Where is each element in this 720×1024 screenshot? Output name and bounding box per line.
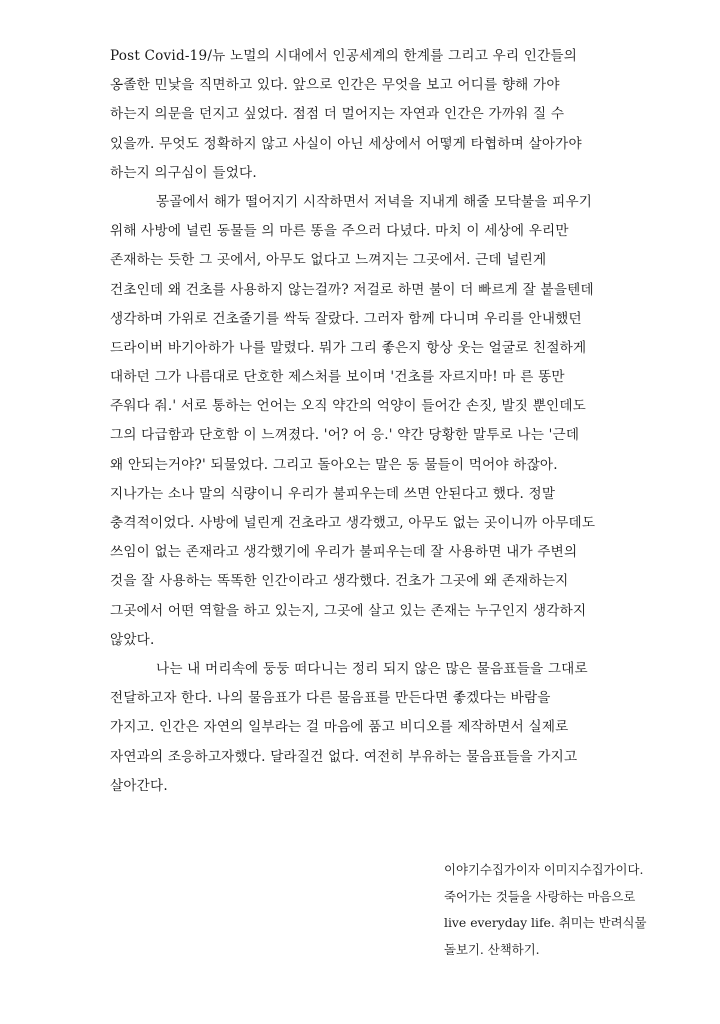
paragraph-2-line-10: 왜 안되는거야?' 되물었다. 그리고 돌아오는 말은 동 물들이 먹어야 하잖아. (110, 456, 558, 473)
paragraph-2-line-5: 생각하며 가위로 건초줄기를 싹둑 잘랐다. 그러자 함께 다니며 우리를 안내했던 (110, 310, 582, 327)
artist-bio-line-3: live everyday life. 취미는 반려식물 (444, 915, 647, 930)
paragraph-1-line-5: 하는지 의구심이 들었다. (110, 164, 257, 181)
paragraph-3-line-1: 나는 내 머리속에 둥둥 떠다니는 정리 되지 않은 많은 물음표들을 그대로 (156, 660, 588, 677)
artist-bio-line-4: 돌보기. 산책하기. (444, 941, 540, 957)
paragraph-1-line-2: 옹졸한 민낯을 직면하고 있다. 앞으로 인간은 무엇을 보고 어디를 향해 가야 (110, 77, 560, 94)
paragraph-2-line-7: 대하던 그가 나름대로 단호한 제스처를 보이며 '건초를 자르지마! 마 른 똥만 (110, 369, 565, 386)
paragraph-2-line-6: 드라이버 바기아하가 나를 말렸다. 뭐가 그리 좋은지 항상 웃는 얼굴로 친절하게 (110, 339, 587, 356)
artist-bio-line-2: 죽어가는 것들을 사랑하는 마음으로 (444, 888, 636, 904)
statement-body (110, 42, 710, 801)
paragraph-2-line-8: 주워다 줘.' 서로 통하는 언어는 오직 약간의 억양이 들어간 손짓, 발짓 뿐인데도 (110, 398, 586, 415)
artist-bio (444, 857, 714, 963)
paragraph-2-line-12: 충격적이었다. 사방에 널린게 건초라고 생각했고, 아무도 없는 곳이니까 아무데도 (110, 515, 596, 531)
paragraph-2-line-2: 위해 사방에 널린 동물들 의 마른 똥을 주으러 다녔다. 마치 이 세상에 우리만 (110, 223, 569, 240)
paragraph-3-line-4: 자연과의 조응하고자했다. 달라질건 없다. 여전히 부유하는 물음표들을 가지고 (110, 748, 578, 765)
paragraph-2-line-15: 그곳에서 어떤 역할을 하고 있는지, 그곳에 살고 있는 존재는 누구인지 생각하지 (110, 602, 587, 619)
paragraph-2-line-9: 그의 다급함과 단호함 이 느껴졌다. '어? 어 응.' 약간 당황한 말투로 나는 '근데 (110, 427, 580, 444)
paragraph-1-line-3: 하는지 의문을 던지고 싶었다. 점점 더 멀어지는 자연과 인간은 가까워 질 수 (110, 106, 565, 123)
paragraph-1-line-1: Post Covid-19/뉴 노멀의 시대에서 인공세계의 한계를 그리고 우리 인간들의 (110, 48, 578, 64)
paragraph-2-line-1: 몽골에서 해가 떨어지기 시작하면서 저녁을 지내게 해줄 모닥불을 피우기 (156, 193, 593, 210)
paragraph-2-line-11: 지나가는 소나 말의 식량이니 우리가 불피우는데 쓰면 안된다고 했다. 정말 (110, 485, 556, 502)
paragraph-2-line-4: 건초인데 왜 건초를 사용하지 않는걸까? 저걸로 하면 불이 더 빠르게 잘 붙을텐데 (110, 281, 594, 298)
paragraph-2-line-13: 쓰임이 없는 존재라고 생각했기에 우리가 불피우는데 잘 사용하면 내가 주변의 (110, 544, 578, 561)
paragraph-2-line-16: 않았다. (110, 631, 155, 648)
paragraph-3-line-5: 살아간다. (110, 777, 168, 794)
paragraph-3-line-3: 가지고. 인간은 자연의 일부라는 걸 마음에 품고 비디오를 제작하면서 실제로 (110, 719, 569, 736)
paragraph-1-line-4: 있을까. 무엇도 정확하지 않고 사실이 아닌 세상에서 어떻게 타협하며 살아가야 (110, 135, 582, 152)
artist-bio-line-1: 이야기수집가이자 이미지수집가이다. (444, 862, 644, 877)
paragraph-2-line-14: 것을 잘 사용하는 똑똑한 인간이라고 생각했다. 건초가 그곳에 왜 존재하는지 (110, 573, 569, 590)
paragraph-3-line-2: 전달하고자 한다. 나의 물음표가 다른 물음표를 만든다면 좋겠다는 바람을 (110, 690, 551, 707)
paragraph-2-line-3: 존재하는 듯한 그 곳에서, 아무도 없다고 느껴지는 그곳에서. 근데 널린게 (110, 252, 547, 269)
